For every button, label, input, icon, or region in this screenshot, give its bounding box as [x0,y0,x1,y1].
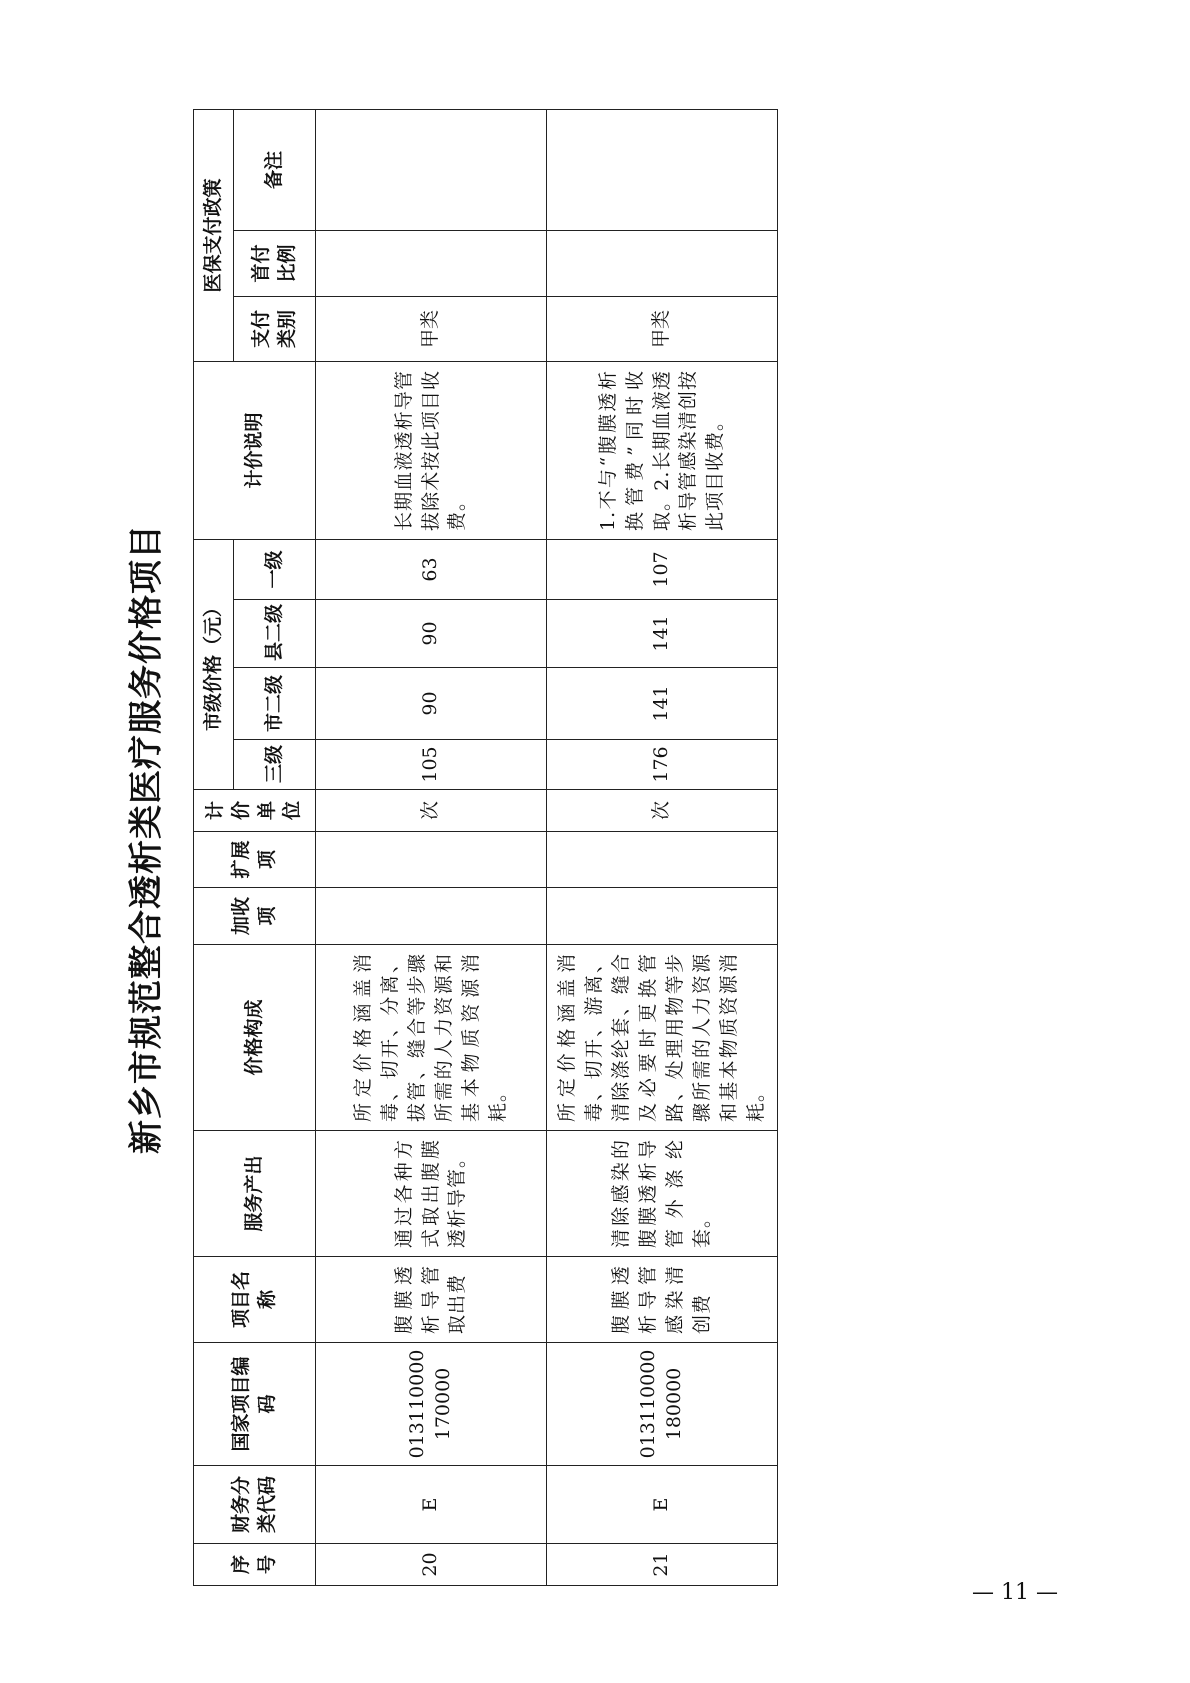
header-seq: 序号 [194,1544,316,1586]
header-city-level2: 市二级 [234,668,316,740]
header-county-level2: 县二级 [234,600,316,668]
cell-seq: 20 [316,1544,547,1586]
header-extra-charge: 加收项 [194,888,316,945]
header-price-composition: 价格构成 [194,945,316,1131]
cell-finance-code: E [547,1466,778,1544]
cell-county-level2-price: 141 [547,600,778,668]
cell-remark [547,109,778,230]
cell-finance-code: E [316,1466,547,1544]
header-finance-code: 财务分类代码 [194,1466,316,1544]
cell-extra-charge [316,888,547,945]
price-table-wrapper [193,110,777,1586]
table-row [316,109,547,1585]
cell-level3-price: 105 [316,740,547,790]
header-item-name: 项目名称 [194,1257,316,1343]
cell-level1-price: 63 [316,539,547,599]
cell-unit: 次 [547,790,778,832]
header-national-code: 国家项目编码 [194,1343,316,1466]
header-level1: 一级 [234,539,316,599]
header-service-output: 服务产出 [194,1131,316,1257]
header-insurance-policy: 医保支付政策 [194,109,234,361]
header-unit: 计价单位 [194,790,316,832]
cell-level3-price: 176 [547,740,778,790]
header-remark: 备注 [234,109,316,230]
header-pay-category: 支付类别 [234,296,316,361]
header-pricing-note: 计价说明 [194,361,316,539]
cell-service-output: 通过各种方式取出腹膜透析导管。 [316,1131,547,1257]
cell-pay-category: 甲类 [316,296,547,361]
cell-remark [316,109,547,230]
cell-service-output: 清除感染的腹膜透析导管外涤纶套。 [547,1131,778,1257]
cell-pricing-note: 1.不与“腹膜透析换管费”同时收取。2.长期血液透析导管感染清创按此项目收费。 [547,361,778,539]
cell-national-code: 013110000170000 [316,1343,547,1466]
cell-level1-price: 107 [547,539,778,599]
cell-seq: 21 [547,1544,778,1586]
cell-price-composition: 所定价格涵盖消毒、切开、游离、清除涤纶套、缝合及必要时更换管路、处理用物等步骤所需的人力资源和基本物质资源消耗。 [547,945,778,1131]
cell-county-level2-price: 90 [316,600,547,668]
cell-pay-category: 甲类 [547,296,778,361]
page-number: — 11 — [972,1580,1058,1605]
page-title: 新乡市规范整合透析类医疗服务价格项目 [126,524,167,1154]
cell-first-pay-ratio [316,230,547,296]
cell-first-pay-ratio [547,230,778,296]
cell-city-level2-price: 90 [316,668,547,740]
cell-extra-charge [547,888,778,945]
cell-item-name: 腹膜透析导管取出费 [316,1257,547,1343]
cell-city-level2-price: 141 [547,668,778,740]
table-row [547,109,778,1585]
cell-price-composition: 所定价格涵盖消毒、切开、分离、拔管、缝合等步骤所需的人力资源和基本物质资源消耗。 [316,945,547,1131]
header-first-pay-ratio: 首付比例 [234,230,316,296]
cell-item-name: 腹膜透析导管感染清创费 [547,1257,778,1343]
cell-national-code: 013110000180000 [547,1343,778,1466]
header-city-price: 市级价格（元） [194,539,234,789]
table-header-row-1 [194,109,234,1585]
cell-unit: 次 [316,790,547,832]
cell-extension [547,832,778,888]
cell-extension [316,832,547,888]
cell-pricing-note: 长期血液透析导管拔除术按此项目收费。 [316,361,547,539]
header-level3: 三级 [234,740,316,790]
price-table [193,109,778,1586]
header-extension: 扩展项 [194,832,316,888]
